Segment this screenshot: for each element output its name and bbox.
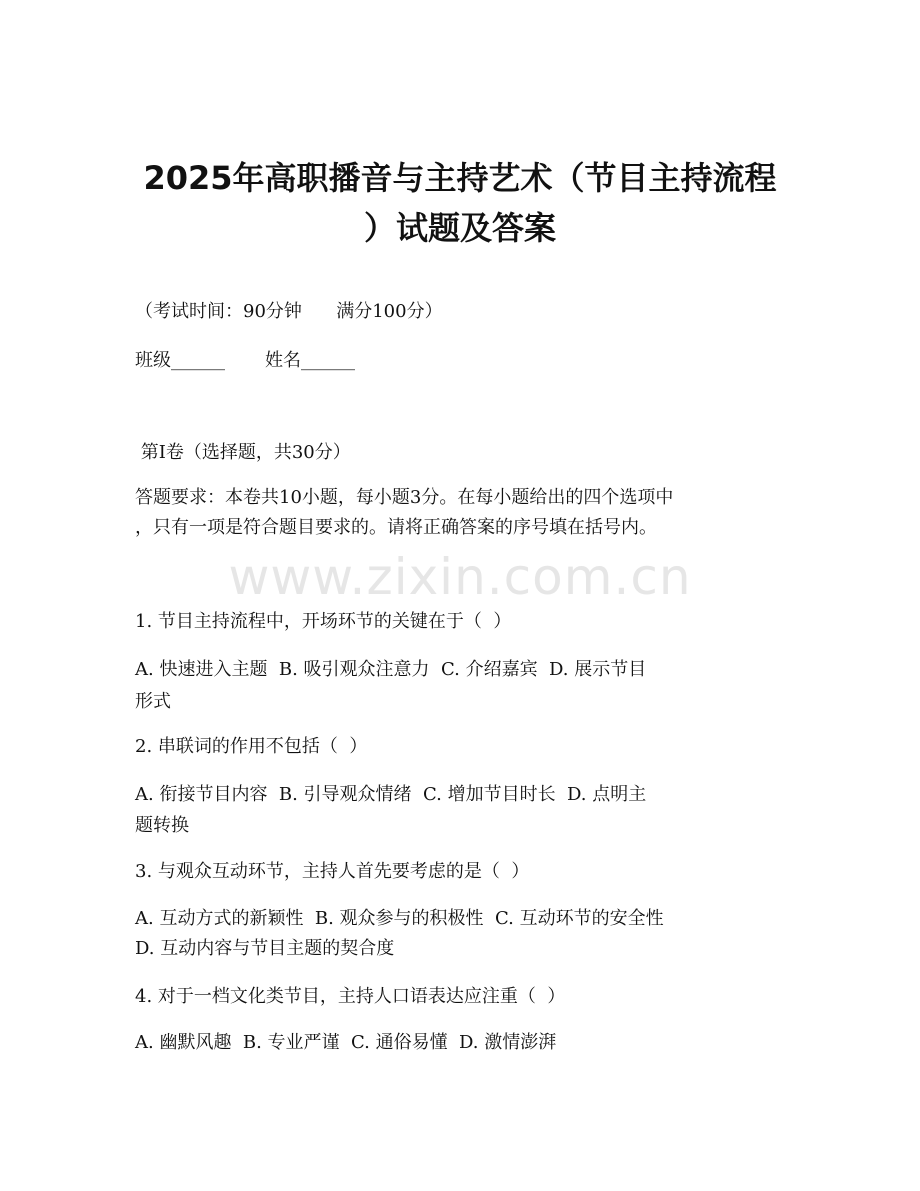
- question-stem: 1. 节目主持流程中，开场环节的关键在于（ ）: [135, 611, 512, 632]
- question-options: A. 互动方式的新颖性 B. 观众参与的积极性 C. 互动环节的安全性: [135, 908, 664, 929]
- question-options-cont: 题转换: [135, 815, 189, 836]
- question-options-cont: 形式: [135, 691, 171, 712]
- question-options: A. 衔接节目内容 B. 引导观众情绪 C. 增加节目时长 D. 点明主: [135, 784, 647, 805]
- question-stem: 4. 对于一档文化类节目，主持人口语表达应注重（ ）: [135, 986, 566, 1007]
- question-options-cont: D. 互动内容与节目主题的契合度: [135, 938, 395, 959]
- question-stem: 3. 与观众互动环节，主持人首先要考虑的是（ ）: [135, 861, 530, 882]
- watermark: www.zixin.com.cn: [228, 548, 692, 606]
- exam-info: （考试时间：90分钟 满分100分）: [135, 301, 443, 322]
- student-info: 班级______ 姓名______: [135, 350, 356, 371]
- question-stem: 2. 串联词的作用不包括（ ）: [135, 736, 368, 757]
- question-options: A. 幽默风趣 B. 专业严谨 C. 通俗易懂 D. 激情澎湃: [135, 1032, 557, 1053]
- question-options: A. 快速进入主题 B. 吸引观众注意力 C. 介绍嘉宾 D. 展示节目: [135, 659, 647, 680]
- section-heading: 第I卷（选择题，共30分）: [135, 442, 351, 463]
- instructions-line1: 答题要求：本卷共10小题，每小题3分。在每小题给出的四个选项中: [135, 487, 674, 508]
- document-title-line1: 2025年高职播音与主持艺术（节目主持流程: [143, 159, 777, 197]
- instructions-line2: ，只有一项是符合题目要求的。请将正确答案的序号填在括号内。: [135, 517, 657, 538]
- document-title-line2: ）试题及答案: [363, 209, 556, 247]
